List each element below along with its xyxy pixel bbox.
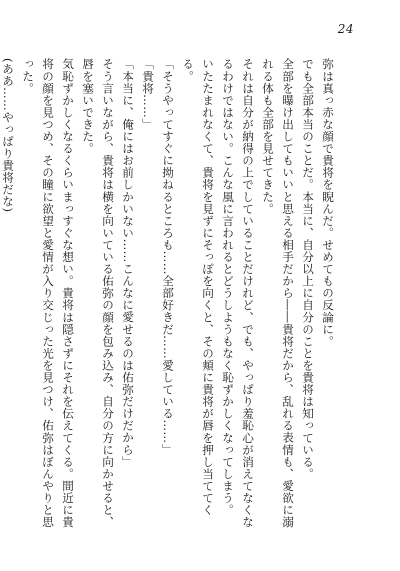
text-line-7: 「貴将……」 (141, 58, 155, 131)
text-line-2: でも全部本当のことだ。本当に、自分以上に自分のことを貴将は知っている。 (301, 58, 315, 480)
page-number: 24 (337, 22, 354, 36)
text-line-10: 気恥ずかしくなるくらいまっすぐな想い。貴将は隠さずにそれを伝えてくる。間近に貴将の顔を見つめ、その瞳に欲望と愛情が入り交じった光を見つけ、佑弥はぼんやりと思った。 (21, 58, 75, 528)
text-line-5: いたたまれなくて、貴将を見ずにそっぽを向くと、その頬に貴将が唇を押し当ててくる。 (181, 58, 215, 516)
vertical-body-text (1, 58, 338, 528)
text-line-4: それは自分が納得の上でしていることだけれど、でも、やっぱり羞恥心が消えてなくなるわけではない。こんな風に言われるとどうしようもなく恥ずかしくなってしまう。 (221, 58, 255, 528)
text-line-1: 弥は真っ赤な顔で貴将を睨んだ。せめてもの反論に。 (321, 58, 335, 348)
text-line-3: 全部を曝け出してもいいと思える相手だから――貴将だから、乱れる表情も、愛欲に溺れる体も全部を見せてきた。 (261, 58, 295, 528)
text-line-11: (ああ……やっぱり貴将だな) (1, 58, 15, 213)
text-line-9: そう言いながら、貴将は横を向いている佑弥の顔を包み込み、自分の方に向かせると、唇を塞いできた。 (81, 58, 115, 528)
text-line-6: 「そうやってすぐに拗ねるところも……全部好きだ……愛している……」 (161, 58, 175, 456)
text-line-8: 「本当に、俺にはお前しかいない……こんなに愛せるのは佑弥だけだから」 (121, 58, 135, 468)
